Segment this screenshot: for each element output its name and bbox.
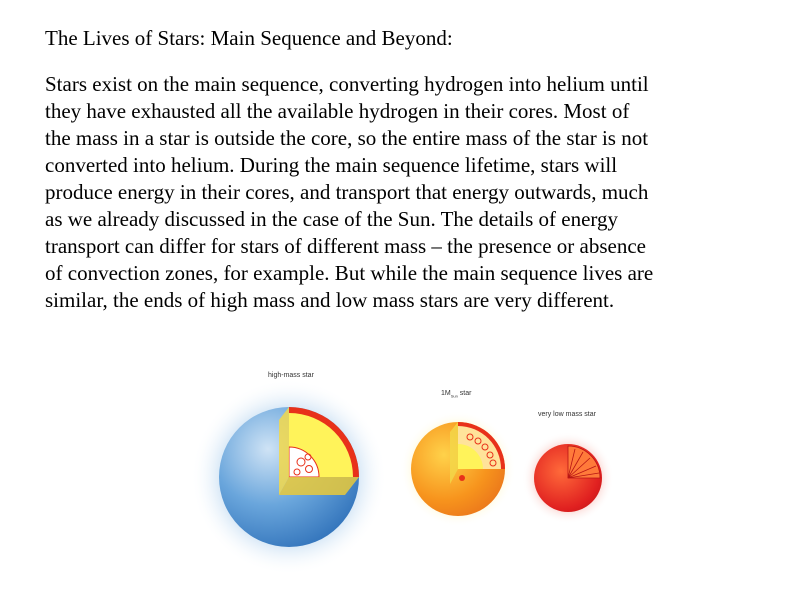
solar-label-suffix: star (457, 390, 472, 397)
paragraph-line: of convection zones, for example. But while the main sequence lives are (45, 261, 654, 285)
low-mass-label: very low mass star (538, 411, 596, 418)
paragraph-line: as we already discussed in the case of the Sun. The details of energy (45, 207, 619, 231)
paragraph-line: they have exhausted all the available hydrogen in their cores. Most of (45, 99, 630, 123)
high-mass-label: high-mass star (268, 372, 314, 379)
high-mass-star (191, 379, 387, 575)
solar-label-subscript: Sun (450, 393, 458, 399)
paragraph-line: Stars exist on the main sequence, converting hydrogen into helium until (45, 72, 649, 96)
paragraph-line: transport can differ for stars of different mass – the presence or absence (45, 234, 646, 258)
paragraph-line: produce energy in their cores, and transport that energy outwards, much (45, 180, 649, 204)
paragraph-line: converted into helium. During the main sequence lifetime, stars will (45, 153, 618, 177)
solar-mass-star (400, 411, 516, 527)
paragraph-line: the mass in a star is outside the core, so the entire mass of the star is not (45, 126, 649, 150)
solar-core (459, 475, 465, 481)
low-mass-star (522, 432, 614, 524)
page-title: The Lives of Stars: Main Sequence and Beyond: (45, 26, 453, 50)
solar-label-prefix: 1M (441, 390, 451, 397)
paragraph-line: similar, the ends of high mass and low mass stars are very different. (45, 288, 615, 312)
solar-mass-label (441, 390, 471, 398)
